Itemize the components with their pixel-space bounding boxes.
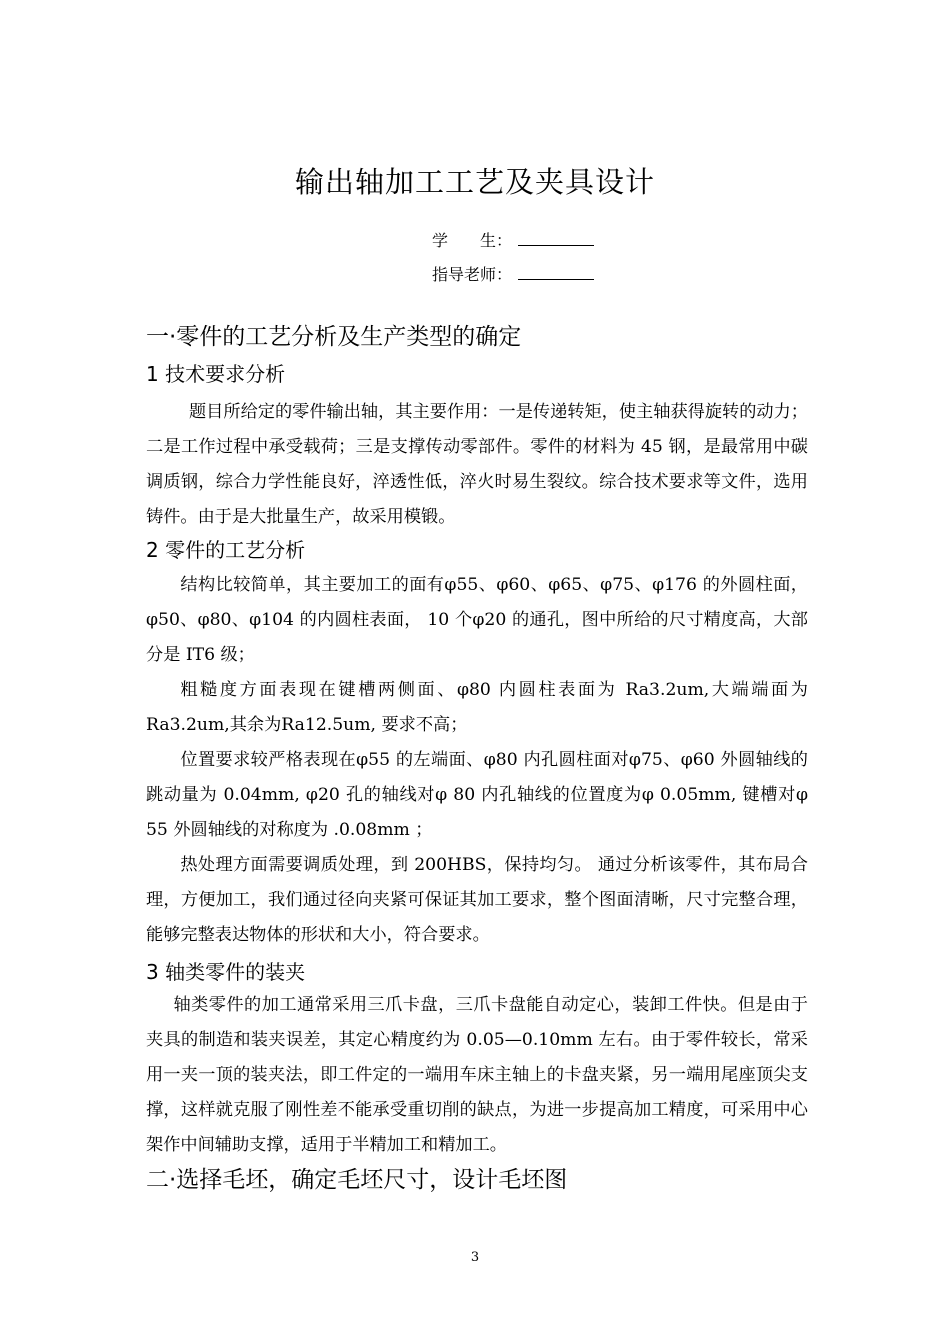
advisor-label: 指导老师：: [432, 265, 513, 284]
student-label: 学 生：: [432, 231, 513, 250]
section-1-1-paragraph: [146, 395, 808, 535]
student-line: [432, 228, 594, 251]
section-2-heading: 二·选择毛坯，确定毛坯尺寸，设计毛坯图: [146, 1167, 568, 1193]
paragraph-text: 题目所给定的零件输出轴，其主要作用：一是传递转矩，使主轴获得旋转的动力；二是工作过程中承受载荷；三是支撑传动零部件。零件的材料为 45 钢，是最常用中碳调质钢，综合力学性能良好，淬透性低，淬火时易生裂纹。综合技术要求等文件，选用铸件。由于是大批量生产，故采用模锻。: [146, 402, 808, 527]
advisor-line: [432, 262, 594, 285]
section-1-heading: 一·零件的工艺分析及生产类型的确定: [146, 324, 522, 350]
paragraph-text: 位置要求较严格表现在φ55 的左端面、φ80 内孔圆柱面对φ75、φ60 外圆轴线的跳动量为 0.04mm, φ20 孔的轴线对φ 80 内孔轴线的位置度为φ 0.05mm, 键槽对φ 55 外圆轴线的对称度为 .0.08mm ；: [146, 750, 808, 840]
paragraph-text: 结构比较简单，其主要加工的面有φ55、φ60、φ65、φ75、φ176 的外圆柱面，φ50、φ80、φ104 的内圆柱表面， 10 个φ20 的通孔，图中所给的尺寸精度高，大部分是 IT6 级；: [146, 575, 808, 665]
section-1-1-heading: 1 技术要求分析: [146, 362, 286, 386]
page-number: 3: [470, 1250, 480, 1265]
paragraph-text: 热处理方面需要调质处理，到 200HBS，保持均匀。 通过分析该零件，其布局合理，方便加工，我们通过径向夹紧可保证其加工要求，整个图面清晰，尺寸完整合理，能够完整表达物体的形状和大小，符合要求。: [146, 855, 808, 945]
paragraph-text: 粗糙度方面表现在键槽两侧面、φ80 内圆柱表面为 Ra3.2um,大端端面为 Ra3.2um,其余为Ra12.5um, 要求不高；: [146, 680, 808, 735]
advisor-blank: [518, 263, 594, 280]
section-1-2-heading: 2 零件的工艺分析: [146, 538, 306, 562]
section-1-2-paragraphs: [146, 568, 808, 953]
document-title: 输出轴加工工艺及夹具设计: [294, 165, 655, 199]
section-1-3-paragraph: [146, 988, 808, 1163]
paragraph-text: 轴类零件的加工通常采用三爪卡盘，三爪卡盘能自动定心，装卸工件快。但是由于夹具的制造和装夹误差，其定心精度约为 0.05—0.10mm 左右。由于零件较长，常采用一夹一顶的装夹法，即工件定的一端用车床主轴上的卡盘夹紧，另一端用尾座顶尖支撑，这样就克服了刚性差不能承受重切削的缺点，为进一步提高加工精度，可采用中心架作中间辅助支撑，适用于半精加工和精加工。: [146, 995, 808, 1155]
section-1-3-heading: 3 轴类零件的装夹: [146, 960, 306, 984]
student-blank: [518, 229, 594, 246]
